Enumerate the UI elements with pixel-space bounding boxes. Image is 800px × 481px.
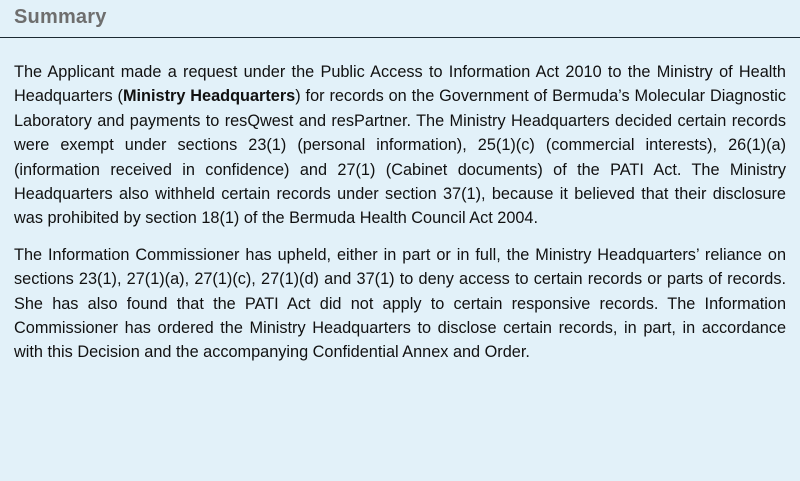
section-title: Summary <box>14 6 107 28</box>
summary-paragraph-2: The Information Commissioner has upheld, either in part or in full, the Ministry Headquarters’ reliance on sections 23(1), 27(1)(a), 27(1)(c), 27(1)(d) and 37(1) to deny access to certain records or parts of records. She has also found that the PATI Act did not apply to certain responsive records. The Information Commissioner has ordered the Ministry Headquarters to disclose certain records, in part, in accordance with this Decision and the accompanying Confidential Annex and Order. <box>14 245 786 362</box>
summary-body <box>14 60 786 365</box>
paragraph-1-text-end: ) for records on the Government of Bermuda’s Molecular Diagnostic Laboratory and payments to resQwest and resPartner. The Ministry Headquarters decided certain records were exempt under sections 23(1) (personal information), 25(1)(c) (commercial interests), 26(1)(a) (information received in confidence) and 27(1) (Cabinet documents) of the PATI Act. The Ministry Headquarters also withheld certain records under section 37(1), because it believed that their disclosure was prohibited by section 18(1) of the Bermuda Health Council Act 2004. <box>14 87 786 228</box>
defined-term-bold: Ministry Headquarters <box>122 87 296 106</box>
summary-paragraph-1 <box>14 60 786 231</box>
paragraph-1-text-start: The Applicant made a request under the Public Access to Information Act 2010 to the Ministry of Health Headquarters ( <box>14 63 786 106</box>
section-header <box>0 0 800 38</box>
